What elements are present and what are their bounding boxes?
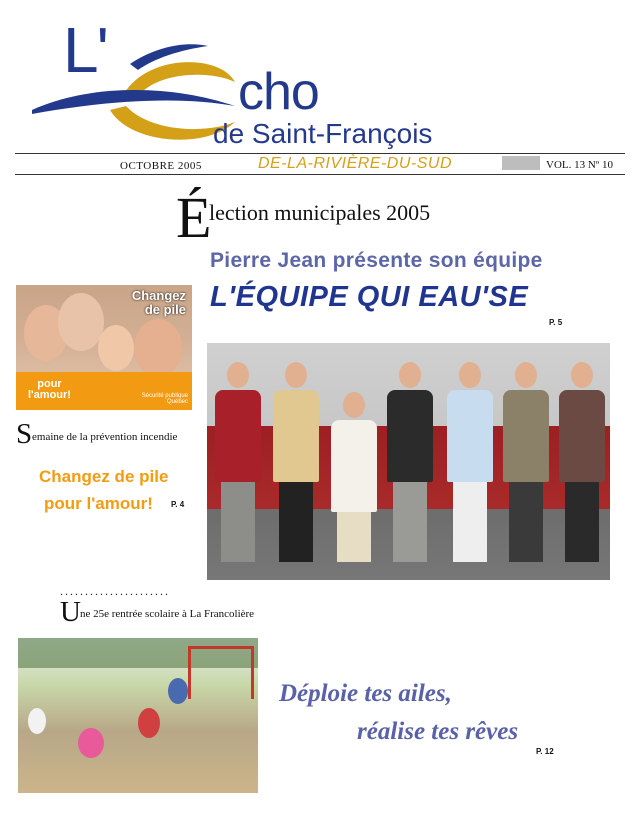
headline-title: lection municipales 2005 [209,200,431,225]
volume-number: VOL. 13 Nº 10 [546,159,613,171]
promo-boy-face [98,325,134,371]
masthead-title-cho: cho [238,63,319,121]
person-7 [559,362,605,562]
child-pink [78,728,104,758]
rentree-dropcap: U [60,596,81,628]
promo-grandfather-face [58,293,104,351]
deploie-page-ref: P. 12 [536,747,554,756]
fire-prevention-promo-photo [16,285,192,410]
masthead-title-l: L' [63,14,107,86]
promo-woman-face [134,319,182,377]
child-blue [168,678,188,704]
semaine-tagline-2: pour l'amour! [44,494,153,513]
masthead-rule-bottom [15,174,625,175]
promo-tagline [28,379,71,402]
headline-subtitle: Pierre Jean présente son équipe [210,249,543,272]
semaine-title: emaine de la prévention incendie [32,431,178,443]
dotted-separator: ...................... [60,584,170,598]
promo-line-4: l'amour! [28,389,71,402]
child-red [138,708,160,738]
masthead-title-sub: de Saint-François [213,118,433,149]
council-team-group-photo [207,343,610,580]
semaine-dropcap: S [16,418,33,450]
quebec-logo [142,393,188,406]
volume-grey-box [502,156,540,170]
deploie-line-2: réalise tes rêves [357,718,519,745]
rentree-title: ne 25e rentrée scolaire à La Francolière [80,608,255,620]
masthead-region: DE-LA-RIVIÈRE-DU-SUD [258,155,453,172]
person-4 [387,362,433,562]
logo-blue-wave [32,90,235,114]
semaine-tagline-1: Changez de pile [39,467,169,486]
quebec-logo-line-1: Sécurité publique [141,392,188,399]
person-6 [503,362,549,562]
school-playground-photo [18,638,258,793]
promo-line-1: Changez [131,288,186,303]
semaine-page-ref: P. 4 [171,500,185,509]
issue-date: OCTOBRE 2005 [120,160,202,172]
headline-page-ref: P. 5 [549,318,563,327]
masthead-rule-top [15,153,625,154]
playground-structure [188,646,254,699]
deploie-line-1: Déploie tes ailes, [279,680,452,707]
promo-line-2: de pile [144,301,186,317]
quebec-logo-line-2: Québec [166,399,188,406]
promo-headline [132,289,186,316]
headline-slogan: L'ÉQUIPE QUI EAU'SE [210,281,529,313]
person-3 [331,392,377,562]
person-5 [447,362,493,562]
person-2 [273,362,319,562]
promo-line-3: pour [37,377,62,390]
person-1 [215,362,261,562]
child-white [28,708,46,734]
headline-dropcap: É [176,185,212,250]
